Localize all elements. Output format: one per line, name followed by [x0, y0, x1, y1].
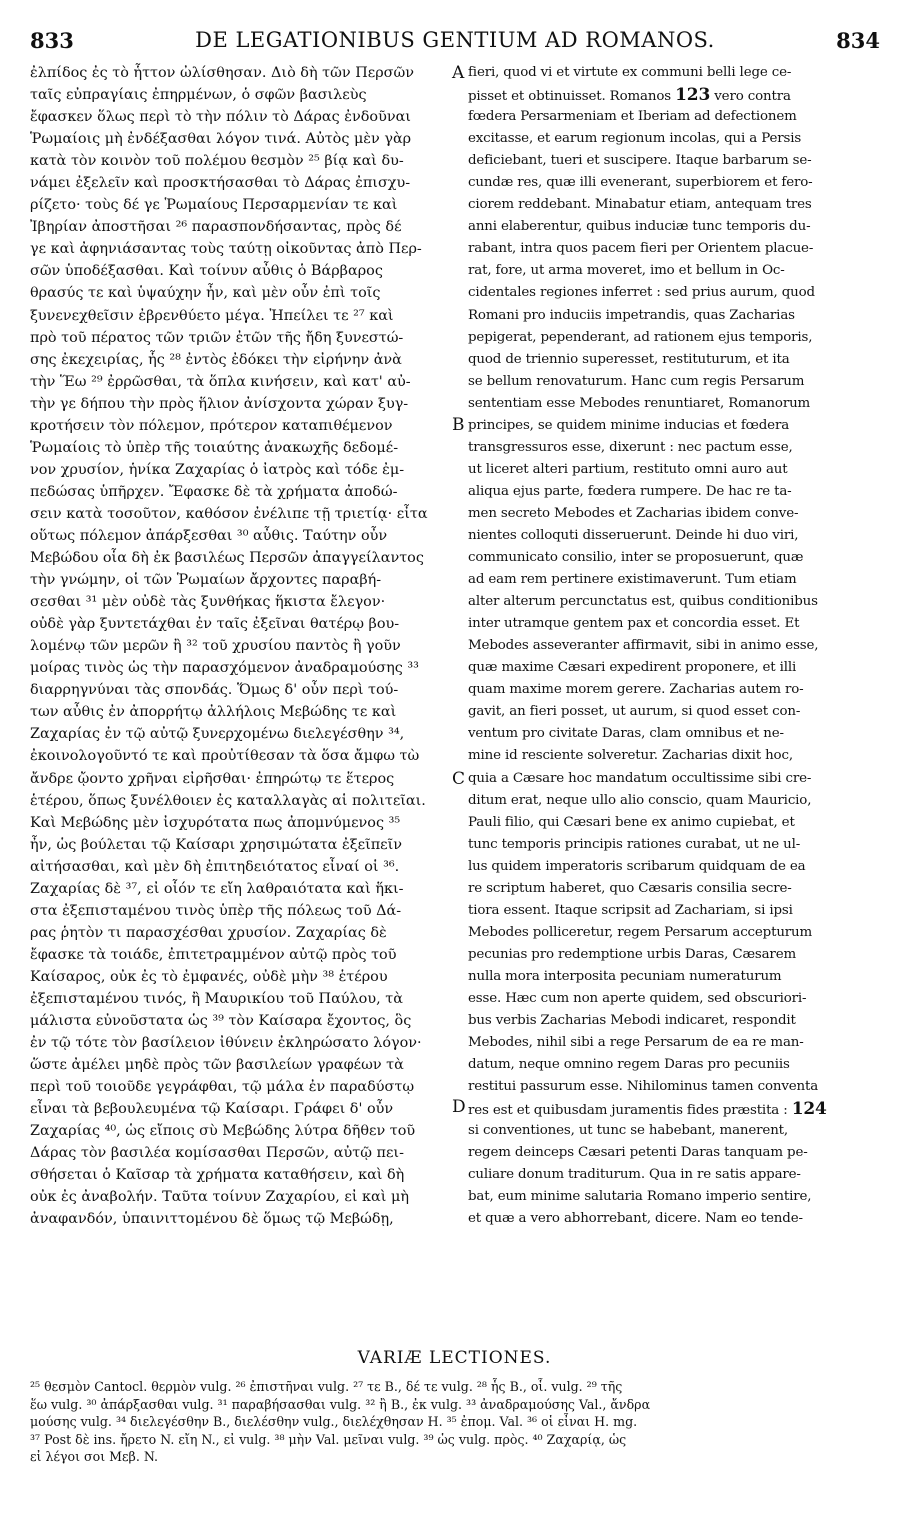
greek-text-line: Μεβώδου οἷα δὴ ἐκ βασιλέως Περσῶν ἀπαγγείλαντος — [30, 550, 424, 567]
page-number-left: 833 — [30, 28, 74, 53]
latin-text-line: restitui passurum esse. Nihilominus tamen conventa — [468, 1079, 819, 1095]
latin-text-line: aliqua ejus parte, fœdera rumpere. De hac re ta- — [468, 483, 792, 499]
greek-text-line: γε καὶ ἀφηνιάσαντας τοὺς ταύτῃ οἰκοῦντας ἀπὸ Περ- — [30, 241, 422, 258]
greek-text-line: διαρρηγνύναι τὰς σπονδάς. Ὅμως δ' οὖν περὶ τού- — [30, 682, 399, 699]
margin-number: 123 — [675, 85, 711, 106]
latin-text-line: rat, fore, ut arma moveret, imo et bellum in Oc- — [468, 263, 785, 279]
latin-text-line: lus quidem imperatoris scribarum quidquam de ea — [468, 858, 806, 874]
latin-text-line: tiora essent. Itaque scripsit ad Zachariam, si ipsi — [468, 902, 793, 918]
latin-text-line: ditum erat, neque ullo alio conscio, quam Mauricio, — [468, 792, 812, 808]
greek-text-line: ἑτέρου, ὅπως ξυνέλθοιεν ἐς καταλλαγὰς αἱ πολιτεῖαι. — [30, 792, 426, 809]
latin-text-column — [468, 62, 880, 1230]
latin-text-line: quia a Cæsare hoc mandatum occultissime sibi cre- — [468, 770, 812, 786]
greek-text-line: ξυνενεχθεῖσιν ἐβρενθύετο μέγα. Ἠπείλει τε ²⁷ καὶ — [30, 307, 394, 324]
greek-text-line: πρὸ τοῦ πέρατος τῶν τριῶν ἐτῶν τῆς ἤδη ξυνεστώ- — [30, 329, 404, 346]
latin-text-line: quod de triennio superesset, restituturum, et ita — [468, 351, 790, 367]
greek-text-line: σεσθαι ³¹ μὲν οὐδὲ τὰς ξυνθήκας ἥκιστα ἔλεγον· — [30, 594, 386, 611]
latin-text-line: re scriptum haberet, quo Cæsaris consilia secre- — [468, 880, 792, 896]
latin-text-line: men secreto Mebodes et Zacharias ibidem conve- — [468, 505, 799, 521]
variae-lectiones-line: ³⁷ Post δὲ ins. ἤρετο N. εἴη N., εἰ vulg. ³⁸ μὴν Val. μεῖναι vulg. ³⁹ ὡς vulg. πρὸς. ⁴⁰ Ζαχαρίᾳ, ὡς — [30, 1431, 627, 1447]
greek-text-line: κροτήσειν τὸν πόλεμον, πρότερον καταπιθέμενον — [30, 417, 393, 434]
greek-text-line: ἀναφανδόν, ὑπαινιττομένου δὲ ὅμως τῷ Μεβώδῃ, — [30, 1211, 394, 1228]
greek-text-line: τὴν Ἕω ²⁹ ἐρρῶσθαι, τὰ ὅπλα κινήσειν, καὶ κατ' αὐ- — [30, 373, 411, 390]
latin-text-line: cundæ res, quæ illi evenerant, superbiorem et fero- — [468, 175, 813, 191]
greek-text-line: ἐν τῷ τότε τὸν βασίλειον ἰθύνειν ἐκληρώσατο λόγον· — [30, 1035, 422, 1052]
latin-text-line: Pauli filio, qui Cæsari bene ex animo cupiebat, et — [468, 814, 795, 830]
greek-text-line: σῶν ὑποδέξασθαι. Καὶ τοίνυν αὖθις ὁ Βάρβαρος — [30, 263, 383, 280]
greek-text-line: οὕτως πόλεμον ἀπάρξεσθαι ³⁰ αὖθις. Ταύτην οὖν — [30, 527, 388, 544]
latin-text-line: sententiam esse Mebodes renuntiaret, Romanorum — [468, 395, 811, 411]
latin-text-line: Romani pro induciis impetrandis, quas Zacharias — [468, 307, 795, 323]
greek-text-line: νον χρυσίον, ἡνίκα Ζαχαρίας ὁ ἰατρὸς καὶ τόδε ἐμ- — [30, 461, 405, 478]
latin-text-line: quam maxime morem gerere. Zacharias autem ro- — [468, 682, 804, 698]
section-mark-c: C — [452, 769, 466, 789]
latin-text-line: ut liceret alteri partium, restituto omni auro aut — [468, 461, 788, 477]
greek-text-line: ταῖς εὐπραγίαις ἐπηρμένων, ὁ σφῶν βασιλεὺς — [30, 87, 367, 104]
greek-text-line: πεδώσας ὑπῆρχεν. Ἔφασκε δὲ τὰ χρήματα ἀποδώ- — [30, 483, 398, 500]
greek-text-line: ἐξεπισταμένου τινός, ἢ Μαυρικίου τοῦ Παύλου, τὰ — [30, 990, 403, 1007]
latin-text-line: datum, neque omnino regem Daras pro pecuniis — [468, 1057, 790, 1073]
greek-text-line: αἰτήσασθαι, καὶ μὲν δὴ ἐπιτηδειότατος εἶναί οἱ ³⁶. — [30, 858, 400, 875]
latin-text-line: nientes colloquti disseruerunt. Deinde hi duo viri, — [468, 527, 799, 543]
variae-lectiones-line: μούσης vulg. ³⁴ διελεγέσθην B., διελέσθην vulg., διελέχθησαν H. ³⁵ ἐπομ. Val. ³⁶ οἱ εἶναι H. mg. — [30, 1414, 638, 1430]
latin-text-line: principes, se quidem minime inducias et fœdera — [468, 417, 790, 433]
latin-text-line: si conventiones, ut tunc se habebant, manerent, — [468, 1123, 789, 1139]
latin-text-line: communicato consilio, inter se proposuerunt, quæ — [468, 550, 804, 566]
latin-text-line: ad eam rem pertinere existimaverunt. Tum etiam — [468, 572, 797, 588]
variae-lectiones-notes — [30, 1378, 882, 1466]
greek-text-line: Ῥωμαίοις τὸ ὑπὲρ τῆς τοιαύτης ἀνακωχῆς δεδομέ- — [30, 439, 399, 456]
page-header — [30, 28, 880, 58]
greek-text-line: ἐλπίδος ἐς τὸ ἧττον ὠλίσθησαν. Διὸ δὴ τῶν Περσῶν — [30, 65, 414, 81]
greek-text-line: Ζαχαρίας ⁴⁰, ὡς εἴποις σὺ Μεβώδης λύτρα δῆθεν τοῦ — [30, 1123, 416, 1140]
latin-text-line: nulla mora interposita pecuniam numeraturum — [468, 968, 782, 984]
latin-text-line: res est et quibusdam juramentis fides præstita : 124 — [468, 1099, 827, 1120]
greek-text-line: Ζαχαρίας ἐν τῷ αὐτῷ ξυνερχομένω διελεγέσθην ³⁴, — [30, 726, 405, 743]
greek-text-line: λομένῳ τῶν μερῶν ἢ ³² τοῦ χρυσίου παντὸς ἢ γοῦν — [30, 638, 401, 655]
section-mark-b: B — [452, 415, 465, 435]
latin-text-line: cidentales regiones inferret : sed prius aurum, quod — [468, 285, 815, 301]
greek-text-line: μάλιστα εὐνοῦστατα ὡς ³⁹ τὸν Καίσαρα ἔχοντος, ὃς — [30, 1013, 412, 1030]
margin-number: 124 — [791, 1099, 827, 1120]
greek-text-line: Ζαχαρίας δὲ ³⁷, εἰ οἷόν τε εἴη λαθραιότατα καὶ ἥκι- — [30, 880, 404, 897]
greek-text-column — [30, 62, 448, 1230]
greek-text-line: τὴν γε δήπου τὴν πρὸς ἥλιον ἀνίσχοντα χώραν ξυγ- — [30, 395, 409, 412]
greek-text-line: περὶ τοῦ τοιοῦδε γεγράφθαι, τῷ μάλα ἐν παραδύστῳ — [30, 1079, 415, 1096]
latin-text-line: se bellum renovaturum. Hanc cum regis Persarum — [468, 373, 805, 389]
latin-text-line: anni elaberentur, quibus induciæ tunc temporis du- — [468, 219, 811, 235]
greek-text-line: οὐκ ἐς ἀναβολήν. Ταῦτα τοίνυν Ζαχαρίου, εἰ καὶ μὴ — [30, 1189, 409, 1206]
latin-text-line: fieri, quod vi et virtute ex communi belli lege ce- — [468, 65, 792, 80]
latin-text-line: deficiebant, tueri et suscipere. Itaque barbarum se- — [468, 153, 812, 169]
greek-text-line: κατὰ τὸν κοινὸν τοῦ πολέμου θεσμὸν ²⁵ βίᾳ καὶ δυ- — [30, 153, 404, 170]
greek-text-line: Ῥωμαίοις μὴ ἐνδέξασθαι λόγον τινά. Αὐτὸς μὲν γὰρ — [30, 131, 412, 148]
latin-text-line: rabant, intra quos pacem fieri per Orientem placue- — [468, 241, 814, 257]
greek-text-line: εἶναι τὰ βεβουλευμένα τῷ Καίσαρι. Γράφει δ' οὖν — [30, 1101, 394, 1118]
greek-text-line: Ἰβηρίαν ἀποστῆσαι ²⁶ παρασπονδήσαντας, πρὸς δέ — [30, 219, 402, 236]
latin-text-line: ciorem reddebant. Minabatur etiam, antequam tres — [468, 197, 812, 213]
latin-text-line: et quæ a vero abhorrebant, dicere. Nam eo tende- — [468, 1211, 803, 1227]
latin-text-line: Mebodes asseveranter affirmavit, sibi in animo esse, — [468, 638, 819, 654]
variae-lectiones-line: ²⁵ θεσμὸν Cantocl. θερμὸν vulg. ²⁶ ἐπιστῆναι vulg. ²⁷ τε B., δέ τε vulg. ²⁸ ἧς B., οἷ. vulg. ²⁹ τῆς — [30, 1379, 623, 1394]
latin-text-line: mine id resciente solveretur. Zacharias dixit hoc, — [468, 748, 793, 764]
greek-text-line: ρίζετο· τοὺς δέ γε Ῥωμαίους Περσαρμενίαν τε καὶ — [30, 197, 398, 214]
greek-text-line: στα ἐξεπισταμένου τινὸς ὑπὲρ τῆς πόλεως τοῦ Δά- — [30, 902, 402, 919]
greek-text-line: σειν κατὰ τοσοῦτον, καθόσον ἐνέλιπε τῇ τριετίᾳ· εἶτα — [30, 505, 428, 522]
latin-text-line: bus verbis Zacharias Mebodi indicaret, respondit — [468, 1013, 796, 1029]
latin-text-line: Mebodes polliceretur, regem Persarum accepturum — [468, 924, 813, 940]
greek-text-line: νάμει ἐξελεῖν καὶ προσκτήσασθαι τὸ Δάρας ἐπισχυ- — [30, 175, 411, 192]
variae-lectiones-line: ἕω vulg. ³⁰ ἀπάρξασθαι vulg. ³¹ παραβήσασθαι vulg. ³² ἢ B., ἐκ vulg. ³³ ἀναδραμούσης Val., ἄνδρα — [30, 1396, 651, 1412]
section-mark-d: D — [452, 1097, 466, 1117]
latin-text-line: bat, eum minime salutaria Romano imperio sentire, — [468, 1189, 812, 1205]
greek-text-line: ρας ῥητὸν τι παρασχέσθαι χρυσίον. Ζαχαρίας δὲ — [30, 924, 387, 941]
latin-text-line: esse. Hæc cum non aperte quidem, sed obscuriori- — [468, 990, 807, 1006]
page-number-right: 834 — [836, 28, 880, 53]
greek-text-line: ἔφασκε τὰ τοιάδε, ἐπιτετραμμένον αὐτῷ πρὸς τοῦ — [30, 946, 397, 963]
greek-text-line: οὐδὲ γὰρ ξυντετάχθαι ἐν ταῖς ἐξεῖναι θατέρῳ βου- — [30, 616, 400, 633]
greek-text-line: ὥστε ἀμέλει μηδὲ πρὸς τῶν βασιλείων γραφέων τὰ — [30, 1057, 404, 1074]
latin-text-line: gavit, an fieri posset, ut aurum, si quod esset con- — [468, 704, 801, 720]
latin-text-line: alter alterum percunctatus est, quibus conditionibus — [468, 594, 818, 610]
latin-text-line: inter utramque gentem pax et concordia esset. Et — [468, 616, 800, 632]
greek-text-line: τὴν γνώμην, οἱ τῶν Ῥωμαίων ἄρχοντες παραβή- — [30, 572, 382, 589]
latin-text-line: pepigerat, pependerant, ad rationem ejus temporis, — [468, 329, 813, 345]
greek-text-line: ἐκοινολογοῦντό τε καὶ προὐτίθεσαν τὰ ὅσα ἄμφω τὼ — [30, 748, 420, 765]
section-mark-a: A — [452, 63, 465, 83]
variae-lectiones-heading: VARIÆ LECTIONES. — [357, 1348, 552, 1368]
latin-text-line: transgressuros esse, dixerunt : nec pactum esse, — [468, 439, 793, 455]
greek-text-line: μοίρας τινὸς ὡς τὴν παρασχόμενον ἀναδραμούσης ³³ — [30, 660, 419, 677]
greek-text-line: σθήσεται ὁ Καῖσαρ τὰ χρήματα καταθήσειν, καὶ δὴ — [30, 1167, 405, 1184]
greek-text-line: ἦν, ὡς βούλεται τῷ Καίσαρι χρησιμώτατα ἐξεῖπεῖν — [30, 836, 403, 853]
greek-text-line: Δάρας τὸν βασιλέα κομίσασθαι Περσῶν, αὐτῷ πει- — [30, 1145, 404, 1162]
latin-text-line: quæ maxime Cæsari expedirent proponere, et illi — [468, 660, 797, 676]
latin-text-line: regem deinceps Cæsari petenti Daras tanquam pe- — [468, 1145, 808, 1161]
greek-text-line: θρασύς τε καὶ ὑψαύχην ἦν, καὶ μὲν οὖν ἐπὶ τοῖς — [30, 285, 381, 302]
greek-text-line: Καὶ Μεβώδης μὲν ἰσχυρότατα πως ἀπομνύμενος ³⁵ — [30, 814, 401, 831]
latin-text-line: tunc temporis principis rationes curabat, ut ne ul- — [468, 836, 801, 852]
latin-text-line: pisset et obtinuisset. Romanos 123 vero contra — [468, 85, 791, 106]
running-title: DE LEGATIONIBUS GENTIUM AD ROMANOS. — [195, 28, 715, 52]
latin-text-line: ventum pro civitate Daras, clam omnibus et ne- — [468, 726, 784, 742]
latin-text-line: Mebodes, nihil sibi a rege Persarum de ea re man- — [468, 1035, 804, 1051]
greek-text-line: ἄνδρε ᾤοντο χρῆναι εἰρῆσθαι· ἐπηρώτῳ τε ἕτερος — [30, 770, 395, 787]
latin-text-line: excitasse, et earum regionum incolas, qui a Persis — [468, 131, 802, 147]
variae-lectiones-line: εἰ λέγοι σοι Μεβ. N. — [30, 1449, 159, 1465]
greek-text-line: ἔφασκεν ὅλως περὶ τὸ τὴν πόλιν τὸ Δάρας ἐνδοῦναι — [30, 109, 411, 126]
greek-text-line: Καίσαρος, οὐκ ἐς τὸ ἐμφανές, οὐδὲ μὴν ³⁸ ἑτέρου — [30, 968, 388, 985]
latin-text-line: fœdera Persarmeniam et Iberiam ad defectionem — [468, 109, 797, 125]
greek-text-line: των αὖθις ἐν ἀπορρήτῳ ἀλλήλοις Μεβώδης τε καὶ — [30, 704, 397, 721]
latin-text-line: culiare donum traditurum. Qua in re satis appare- — [468, 1167, 801, 1183]
greek-text-line: σης ἐκεχειρίας, ἧς ²⁸ ἐντὸς ἐδόκει τὴν εἰρήνην ἀνὰ — [30, 351, 402, 368]
latin-text-line: pecunias pro redemptione urbis Daras, Cæsarem — [468, 946, 797, 962]
